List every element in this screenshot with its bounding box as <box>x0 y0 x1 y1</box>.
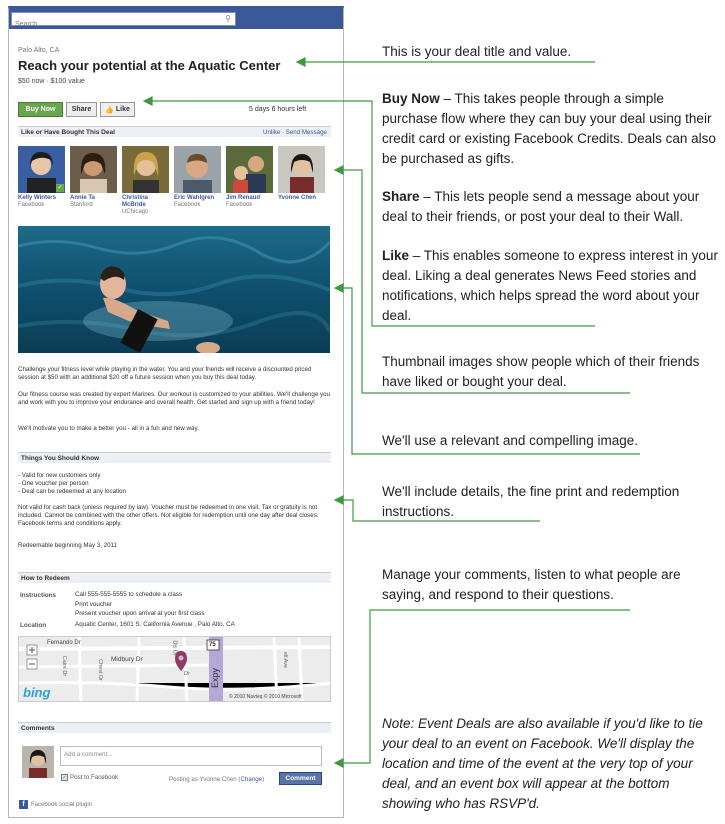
friend-photo-image <box>70 146 117 193</box>
friend-thumbnail[interactable] <box>70 146 118 209</box>
deal-hero-image <box>18 226 330 353</box>
change-link[interactable]: Change <box>240 776 263 783</box>
friend-photo[interactable] <box>18 146 65 193</box>
annotation-share <box>382 187 720 227</box>
top-bar <box>9 9 343 29</box>
facebook-deal-panel <box>8 6 344 818</box>
friend-photo-image <box>122 146 169 193</box>
map-copyright: © 2010 Navteq © 2010 Microsoft <box>229 694 302 700</box>
location-label: Location <box>20 622 47 629</box>
annotation-note-text: Event Deals are also available if you'd like to tie your deal to an event on Facebook. We'll display the location and time of the event at the very top of your deal, and an event box will appear at the bottom showing who has RSVP'd. <box>382 716 703 811</box>
like-button[interactable] <box>100 102 135 117</box>
annotation-like-label: Like <box>382 248 410 263</box>
annotation-details: We'll include details, the fine print and redemption instructions. <box>382 484 680 519</box>
posting-as-text <box>169 776 264 783</box>
annotation-like <box>382 246 720 326</box>
map-street-label: ell Ave <box>282 651 289 669</box>
annotation-title: This is your deal title and value. <box>382 44 572 59</box>
deal-location: Palo Alto, CA <box>18 47 60 54</box>
route-shield: 75 <box>209 642 216 648</box>
unlike-send-message-links[interactable]: Unlike · Send Message <box>263 129 327 136</box>
map-street-label: Caire Dr <box>61 655 68 677</box>
annotation-comments: Manage your comments, listen to what people are saying, and respond to their questions. <box>382 567 681 602</box>
friend-name[interactable]: Kelly Winters <box>18 195 56 201</box>
annotation-like-text: – This enables someone to express interest in your deal. Liking a deal generates News Feed stories and notifications, which helps spread the word about your deal. <box>382 248 718 323</box>
friend-network: Facebook <box>174 202 201 208</box>
buy-now-button[interactable]: Buy Now <box>18 102 63 117</box>
friend-photo[interactable] <box>278 146 325 193</box>
search-input[interactable] <box>12 19 212 31</box>
friend-photo[interactable] <box>70 146 117 193</box>
friend-photo-image <box>278 146 325 193</box>
friend-thumbnail[interactable] <box>122 146 170 216</box>
location-map[interactable] <box>18 636 331 702</box>
friend-photo[interactable] <box>122 146 169 193</box>
friend-name[interactable]: Jim Renaud <box>226 195 261 201</box>
instruction-line: Present voucher upon arrival at your first class <box>75 610 205 617</box>
checkmark-icon: ✓ <box>57 185 63 191</box>
map-street-label: Dr <box>184 671 190 677</box>
share-button[interactable]: Share <box>66 102 97 117</box>
how-to-redeem-header <box>18 572 331 583</box>
map-street-label: Midbury Dr <box>111 656 143 663</box>
annotation-image: We'll use a relevant and compelling image. <box>382 433 638 448</box>
things-list-item: - Valid for new customers only <box>18 472 101 479</box>
friend-thumbnail[interactable] <box>174 146 222 209</box>
friend-thumbnail[interactable] <box>18 146 66 209</box>
deal-value: $50 now · $100 value <box>18 78 85 85</box>
search-icon[interactable]: ⚲ <box>225 14 231 23</box>
facebook-social-plugin <box>19 800 92 809</box>
things-list-item: - Deal can be redeemed at any location <box>18 488 127 495</box>
instruction-line: Call 555-555-5555 to schedule a class <box>75 591 183 598</box>
posting-as-label: Posting as Yvonne Chen ( <box>169 776 241 783</box>
friend-thumbnail[interactable] <box>226 146 274 209</box>
friend-photo-image <box>226 146 273 193</box>
like-section-title: Like or Have Bought This Deal <box>21 129 115 136</box>
post-to-facebook-option[interactable] <box>61 774 118 781</box>
things-you-should-know-header <box>18 452 331 463</box>
swimmer-photo <box>18 226 330 353</box>
search-box[interactable] <box>11 12 236 26</box>
friend-photo[interactable] <box>174 146 221 193</box>
friend-network: Facebook <box>226 202 253 208</box>
avatar-image <box>22 746 54 778</box>
annotation-note-label: Note: <box>382 716 415 731</box>
map-street-label: Chest Dr <box>96 659 103 681</box>
friend-network: Facebook <box>18 202 45 208</box>
friend-name[interactable]: Annie Ta <box>70 195 95 201</box>
social-plugin-label: Facebook social plugin <box>31 801 93 808</box>
fine-print: Not valid for cash back (unless required by law). Voucher must be redeemed in one visit. Tax or gratuity is not included. Cannot be combined with the other offers. Not eligible for redemption until one day after deal closes. Facebook terms and conditions apply. <box>18 504 319 527</box>
comments-title: Comments <box>21 725 55 732</box>
friend-network: Stanford <box>70 202 93 208</box>
friend-name[interactable]: Eric Wahlgren <box>174 195 215 201</box>
comment-input[interactable]: Add a comment... <box>60 746 322 766</box>
things-title: Things You Should Know <box>21 455 100 462</box>
location-value: Aquatic Center, 1601 S. California Avenue , Palo Alto, CA <box>75 621 235 628</box>
redeemable-date: Redeemable beginning May 3, 2011 <box>18 542 117 549</box>
friend-thumbnail[interactable] <box>278 146 326 202</box>
friend-name[interactable]: Christina McBride <box>122 195 149 208</box>
friend-photo-image <box>174 146 221 193</box>
description-paragraph-3: We'll motivate you to make a better you - all in a fun and new way. <box>18 425 199 432</box>
instruction-line: Print voucher <box>75 601 113 608</box>
like-label: Like <box>115 106 130 113</box>
annotation-buy-now-label: Buy Now <box>382 91 440 106</box>
annotation-note <box>382 714 720 814</box>
map-street-label: Fernando Dr <box>47 640 81 646</box>
friend-network: UChicago <box>122 209 149 215</box>
facebook-logo-icon: f <box>19 800 28 809</box>
comments-header <box>18 722 331 733</box>
post-to-facebook-label: Post to Facebook <box>70 774 119 781</box>
post-to-facebook-checkbox[interactable]: ✓ <box>62 775 67 781</box>
expressway-label: Expy <box>210 667 221 689</box>
comment-button[interactable]: Comment <box>279 772 322 785</box>
annotation-thumbnails: Thumbnail images show people which of their friends have liked or bought your deal. <box>382 354 700 389</box>
bing-logo: bing <box>23 685 51 700</box>
instructions-label: Instructions <box>20 592 57 599</box>
map-street-label: Dis Dr <box>171 640 178 656</box>
annotation-buy-now <box>382 89 720 169</box>
posting-as-close: ) <box>262 776 265 783</box>
description-paragraph-2: Our fitness course was created by expert Marines. Our workout is customized to your abilities. We'll challenge you and work with you to improve your endurance and overall health. Get started and sign up with a friend today! <box>18 391 330 406</box>
deal-title: Reach your potential at the Aquatic Center <box>18 58 281 73</box>
redeem-title: How to Redeem <box>21 575 70 582</box>
friend-name[interactable]: Yvonne Chen <box>278 195 317 201</box>
time-left: 5 days 6 hours left <box>249 106 307 113</box>
thumbs-up-icon: 👍 <box>105 106 114 114</box>
like-section-header <box>18 126 331 137</box>
avatar <box>22 746 54 778</box>
things-list-item: - One voucher per person <box>18 480 89 487</box>
annotation-share-text: – This lets people send a message about your deal to their friends, or post your deal to their Wall. <box>382 189 700 224</box>
friend-photo[interactable] <box>226 146 273 193</box>
annotation-share-label: Share <box>382 189 420 204</box>
annotation-buy-now-text: – This takes people through a simple purchase flow where they can buy your deal using their credit card or existing Facebook Credits. Deals can also be purchased as gifts. <box>382 91 716 166</box>
description-paragraph-1: Challenge your fitness level while playing in the water. You and your friends will receive a discounted priced session at $50 with an additional $20 off a future session when you buy this deal today. <box>18 366 312 381</box>
